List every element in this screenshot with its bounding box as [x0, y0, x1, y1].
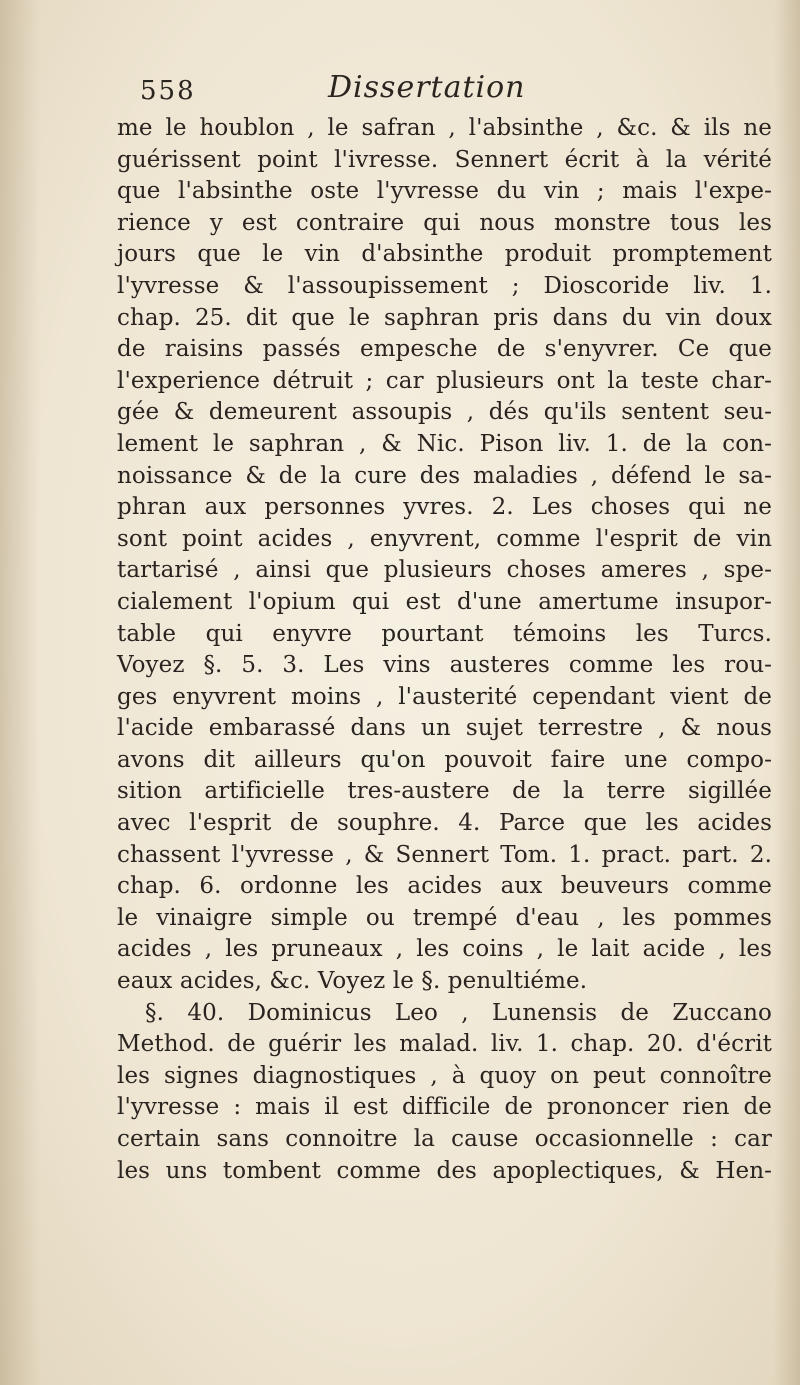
text-line: sont point acides , enyvrent, comme l'esprit de vin	[117, 525, 772, 552]
text-line: guérissent point l'ivresse. Sennert écrit à la vérité	[117, 146, 772, 173]
body-text	[117, 113, 772, 1187]
text-line: sition artificielle tres-austere de la terre sigillée	[117, 778, 772, 805]
text-line: noissance & de la cure des maladies , défend le sa-	[117, 462, 772, 489]
text-line: l'yvresse : mais il est difficile de prononcer rien de	[117, 1094, 772, 1121]
text-line: eaux acides, &c. Voyez le §. penultiéme.	[117, 968, 588, 995]
text-line: table qui enyvre pourtant témoins les Turcs.	[117, 620, 772, 647]
text-line: de raisins passés empesche de s'enyvrer. Ce que	[117, 336, 772, 363]
text-line: chap. 6. ordonne les acides aux beuveurs comme	[117, 873, 772, 900]
text-line: chap. 25. dit que le saphran pris dans du vin doux	[117, 304, 772, 331]
text-line: cialement l'opium qui est d'une amertume insupor-	[117, 588, 772, 615]
text-line: certain sans connoitre la cause occasionnelle : car	[117, 1126, 772, 1152]
text-line: phran aux personnes yvres. 2. Les choses qui ne	[117, 494, 772, 521]
text-line: que l'absinthe oste l'yvresse du vin ; mais l'expe-	[117, 178, 772, 205]
text-line: l'acide embarassé dans un sujet terrestre , & nous	[117, 715, 772, 742]
text-line: Voyez §. 5. 3. Les vins austeres comme les rou-	[117, 652, 772, 679]
text-line: chassent l'yvresse , & Sennert Tom. 1. pract. part. 2.	[117, 841, 772, 868]
text-line: tartarisé , ainsi que plusieurs choses ameres , spe-	[117, 557, 772, 584]
text-line: avec l'esprit de souphre. 4. Parce que les acides	[117, 810, 772, 837]
text-line: les signes diagnostiques , à quoy on peut connoître	[117, 1062, 772, 1089]
text-line: jours que le vin d'absinthe produit promptement	[117, 241, 772, 268]
text-line: les uns tombent comme des apoplectiques, & Hen-	[117, 1157, 772, 1184]
page-header	[140, 70, 660, 114]
text-line: le vinaigre simple ou trempé d'eau , les pommes	[117, 904, 772, 931]
page-number: 558	[140, 76, 196, 106]
text-line: avons dit ailleurs qu'on pouvoit faire une compo-	[117, 746, 772, 773]
text-line-paragraph-start: §. 40. Dominicus Leo , Lunensis de Zuccano	[145, 999, 772, 1026]
text-line: ges enyvrent moins , l'austerité cependant vient de	[117, 683, 772, 710]
text-line: l'experience détruit ; car plusieurs ont la teste char-	[117, 367, 772, 394]
text-line: me le houblon , le safran , l'absinthe , &c. & ils ne	[117, 115, 772, 141]
text-line: rience y est contraire qui nous monstre tous les	[117, 209, 772, 236]
text-line: gée & demeurent assoupis , dés qu'ils sentent seu-	[117, 399, 772, 426]
text-line: lement le saphran , & Nic. Pison liv. 1. de la con-	[117, 430, 772, 457]
running-head-title: Dissertation	[328, 70, 526, 105]
text-line: acides , les pruneaux , les coins , le lait acide , les	[117, 936, 772, 963]
text-line: l'yvresse & l'assoupissement ; Dioscoride liv. 1.	[117, 272, 772, 299]
text-line: Method. de guérir les malad. liv. 1. chap. 20. d'écrit	[117, 1031, 772, 1058]
